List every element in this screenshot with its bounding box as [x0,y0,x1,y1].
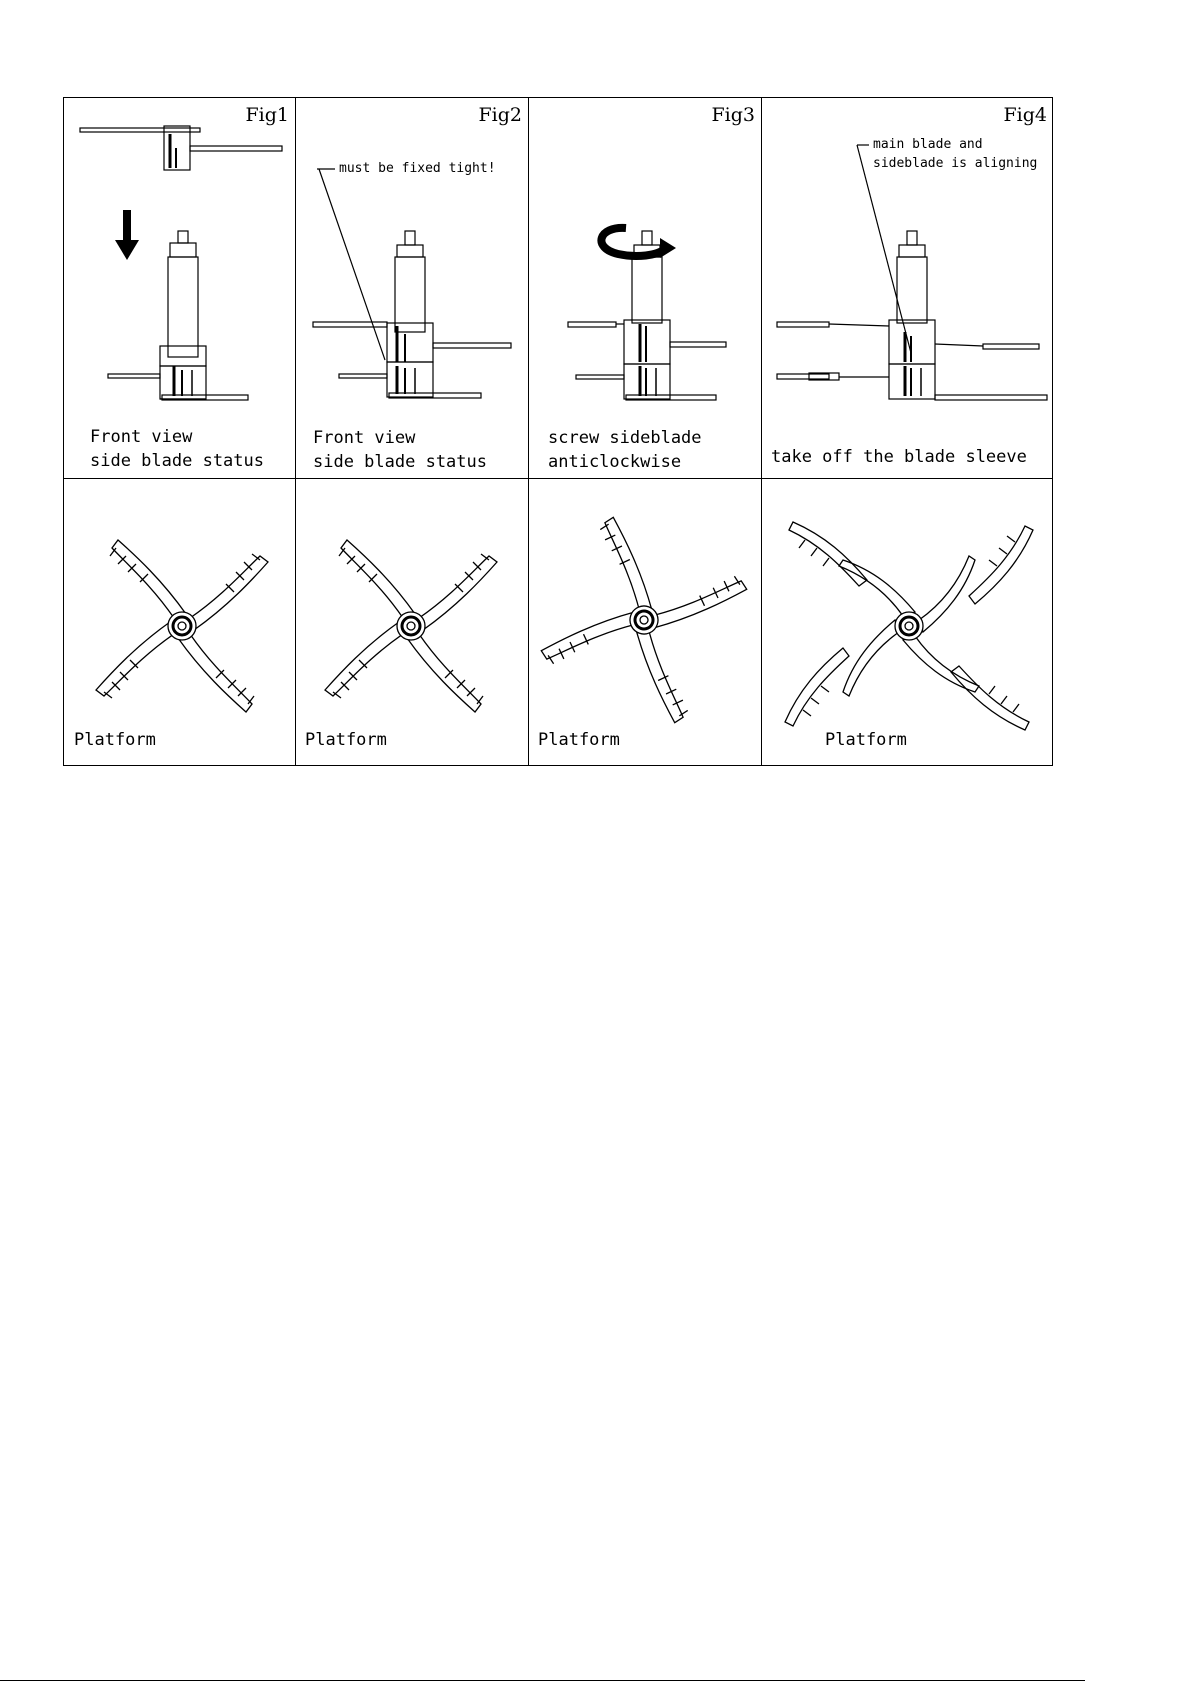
instruction-figure-table [63,97,1053,766]
fig2-caption-line2: side blade status [313,452,487,472]
platform1-cell [64,478,295,766]
platform1-label: Platform [74,730,156,750]
fig1-caption-line2: side blade status [90,451,264,471]
page-footer-rule [0,1680,1085,1681]
platform3-cell [528,478,761,766]
down-arrow-icon [115,210,139,260]
platform4-label: Platform [825,730,907,750]
blade-platform-rotated [528,478,761,766]
platform3-label: Platform [538,730,620,750]
blade-platform-assembled [64,478,295,766]
fig2-drawing [295,98,528,478]
platform2-cell [295,478,528,766]
fig1-cell [64,98,295,478]
fig1-label: Fig1 [245,104,289,126]
fig4-note-line2: sideblade is aligning [873,156,1038,171]
platform2-label: Platform [305,730,387,750]
fig3-drawing [528,98,761,478]
blade-platform-exploded [761,478,1053,766]
fig4-caption-line1: take off the blade sleeve [771,447,1027,467]
fig1-drawing [64,98,295,478]
fig4-label: Fig4 [1003,104,1047,126]
fig3-caption-line1: screw sideblade [548,428,702,448]
blade-platform-fixed [295,478,528,766]
fig2-note: must be fixed tight! [339,161,496,176]
fig3-cell [528,98,761,478]
fig2-label: Fig2 [478,104,522,126]
platform4-cell [761,478,1053,766]
fig3-caption-line2: anticlockwise [548,452,682,472]
rotate-anticlockwise-icon [601,228,676,258]
fig4-cell [761,98,1053,478]
fig4-note-line1: main blade and [873,137,983,152]
fig2-cell [295,98,528,478]
fig2-caption-line1: Front view [313,428,416,448]
fig3-label: Fig3 [711,104,755,126]
fig1-caption-line1: Front view [90,427,193,447]
